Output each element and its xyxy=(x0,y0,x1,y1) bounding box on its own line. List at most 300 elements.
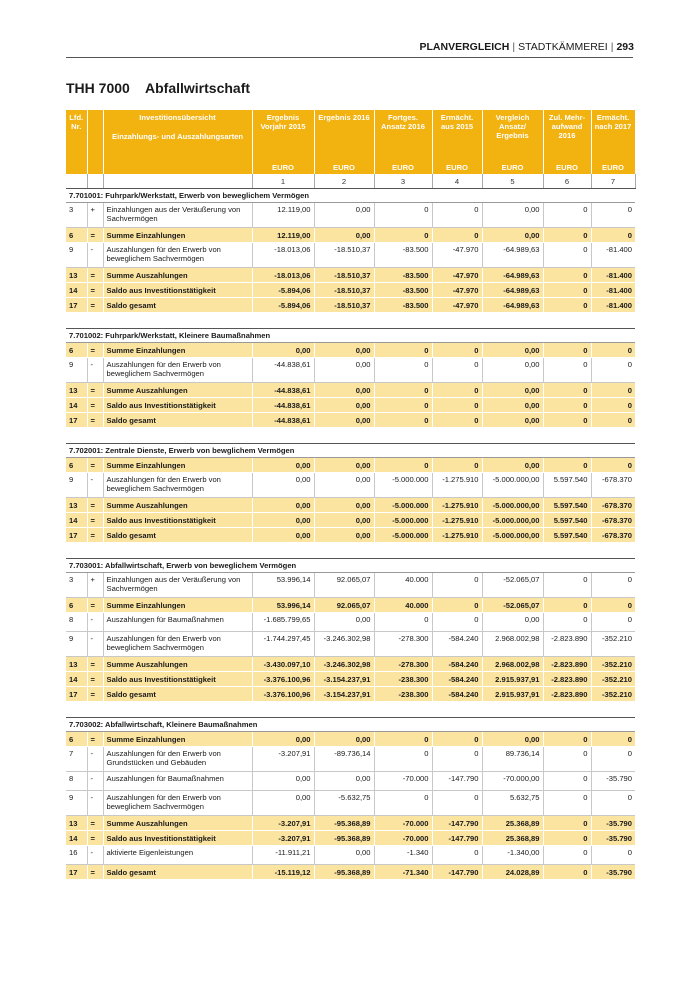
row-value: 0 xyxy=(432,398,482,413)
row-value: -95.368,89 xyxy=(314,831,374,846)
row-operator: = xyxy=(87,732,103,747)
row-value: 0 xyxy=(543,816,591,831)
row-value: 0,00 xyxy=(314,613,374,632)
row-value: 0,00 xyxy=(314,458,374,473)
row-label: Summe Einzahlungen xyxy=(103,732,252,747)
currency-label: EURO xyxy=(543,160,591,174)
row-operator: - xyxy=(87,473,103,498)
row-label: Auszahlungen für den Erwerb von beweglichem Sachvermögen xyxy=(103,473,252,498)
summary-row xyxy=(66,458,635,473)
row-value: -584.240 xyxy=(432,687,482,702)
col-header-desc-top: Investitionsübersicht xyxy=(139,113,216,122)
row-value: 0 xyxy=(432,846,482,865)
row-label: Saldo gesamt xyxy=(103,528,252,543)
row-value: -2.823.890 xyxy=(543,657,591,672)
row-value: 2.968.002,98 xyxy=(482,657,543,672)
row-value: 0 xyxy=(543,298,591,313)
row-value: 0,00 xyxy=(482,343,543,358)
row-value: -18.510,37 xyxy=(314,298,374,313)
row-value: 0 xyxy=(432,343,482,358)
row-operator: - xyxy=(87,632,103,657)
row-value: 2.968.002,98 xyxy=(482,632,543,657)
row-number: 6 xyxy=(66,732,87,747)
row-value: -81.400 xyxy=(591,268,635,283)
row-value: -18.510,37 xyxy=(314,268,374,283)
title-code: THH 7000 xyxy=(66,80,130,96)
row-value: -5.000.000 xyxy=(374,513,432,528)
row-value: 0,00 xyxy=(314,383,374,398)
page-title xyxy=(66,80,250,96)
row-value: -3.376.100,96 xyxy=(252,672,314,687)
table-row xyxy=(66,358,635,383)
row-value: -81.400 xyxy=(591,298,635,313)
row-value: -18.013,06 xyxy=(252,243,314,268)
row-value: 0,00 xyxy=(314,513,374,528)
row-operator: = xyxy=(87,498,103,513)
colnum-blank xyxy=(103,174,252,189)
row-operator: - xyxy=(87,846,103,865)
spacer-cell xyxy=(66,313,635,329)
spacer-cell xyxy=(66,543,635,559)
row-value: -5.894,06 xyxy=(252,283,314,298)
row-value: 0,00 xyxy=(252,473,314,498)
row-value: -5.000.000,00 xyxy=(482,528,543,543)
colnum-blank xyxy=(87,174,103,189)
row-value: -18.510,37 xyxy=(314,243,374,268)
table-row xyxy=(66,243,635,268)
section-header-row xyxy=(66,189,635,203)
row-operator: = xyxy=(87,343,103,358)
row-value: 89.736,14 xyxy=(482,747,543,772)
title-name: Abfallwirtschaft xyxy=(145,80,251,96)
row-value: 0 xyxy=(543,772,591,791)
row-value: -71.340 xyxy=(374,865,432,880)
row-value: 0 xyxy=(591,203,635,228)
row-number: 13 xyxy=(66,816,87,831)
col-header-1: Ergebnis Vorjahr 2015 xyxy=(252,110,314,160)
row-operator: = xyxy=(87,865,103,880)
row-value: 0 xyxy=(543,791,591,816)
row-number: 17 xyxy=(66,298,87,313)
row-value: -3.376.100,96 xyxy=(252,687,314,702)
row-value: 0 xyxy=(591,846,635,865)
row-value: -352.210 xyxy=(591,687,635,702)
row-value: -35.790 xyxy=(591,831,635,846)
col-header-6: Zul. Mehr- aufwand 2016 xyxy=(543,110,591,160)
row-value: 0 xyxy=(543,458,591,473)
row-value: 0 xyxy=(543,203,591,228)
table-row xyxy=(66,473,635,498)
row-value: 0 xyxy=(591,732,635,747)
row-value: -83.500 xyxy=(374,283,432,298)
column-number: 6 xyxy=(543,174,591,189)
row-number: 14 xyxy=(66,672,87,687)
row-value: -3.154.237,91 xyxy=(314,687,374,702)
spacer-cell xyxy=(66,428,635,444)
row-value: 0,00 xyxy=(314,732,374,747)
row-value: 5.597.540 xyxy=(543,473,591,498)
section-title: 7.703001: Abfallwirtschaft, Erwerb von beweglichem Vermögen xyxy=(66,559,635,573)
row-value: -5.000.000,00 xyxy=(482,498,543,513)
row-number: 3 xyxy=(66,573,87,598)
row-value: 0 xyxy=(374,413,432,428)
row-value: -44.838,61 xyxy=(252,413,314,428)
row-value: 0,00 xyxy=(314,358,374,383)
section-spacer xyxy=(66,428,635,444)
row-value: -95.368,89 xyxy=(314,865,374,880)
row-value: -44.838,61 xyxy=(252,383,314,398)
row-value: -47.970 xyxy=(432,283,482,298)
row-value: 5.597.540 xyxy=(543,513,591,528)
row-label: Summe Einzahlungen xyxy=(103,458,252,473)
row-value: -3.246.302,98 xyxy=(314,657,374,672)
row-value: 53.996,14 xyxy=(252,598,314,613)
row-number: 17 xyxy=(66,413,87,428)
table-row xyxy=(66,632,635,657)
section-title: 7.702001: Zentrale Dienste, Erwerb von bewglichem Vermögen xyxy=(66,444,635,458)
row-value: -147.790 xyxy=(432,865,482,880)
row-value: -18.013,06 xyxy=(252,268,314,283)
table-row xyxy=(66,613,635,632)
row-value: -352.210 xyxy=(591,632,635,657)
table-row xyxy=(66,573,635,598)
row-label: Saldo aus Investitionstätigkeit xyxy=(103,398,252,413)
row-value: 0,00 xyxy=(482,613,543,632)
row-value: 0 xyxy=(543,383,591,398)
row-value: 0 xyxy=(432,732,482,747)
row-label: Auszahlungen für den Erwerb von beweglichem Sachvermögen xyxy=(103,358,252,383)
row-operator: + xyxy=(87,203,103,228)
row-operator: = xyxy=(87,383,103,398)
row-number: 16 xyxy=(66,846,87,865)
row-value: 0,00 xyxy=(252,732,314,747)
colnum-blank xyxy=(66,174,87,189)
row-value: -678.370 xyxy=(591,528,635,543)
row-value: 0,00 xyxy=(252,791,314,816)
row-number: 3 xyxy=(66,203,87,228)
row-label: Summe Auszahlungen xyxy=(103,268,252,283)
row-value: 0 xyxy=(543,398,591,413)
header-separator: | xyxy=(512,41,516,53)
row-value: -278.300 xyxy=(374,632,432,657)
row-value: -83.500 xyxy=(374,243,432,268)
row-value: -584.240 xyxy=(432,672,482,687)
row-label: Summe Auszahlungen xyxy=(103,383,252,398)
section-title: 7.703002: Abfallwirtschaft, Kleinere Baumaßnahmen xyxy=(66,718,635,732)
col-header-desc-bottom: Einzahlungs- und Auszahlungsarten xyxy=(112,132,243,141)
section-spacer xyxy=(66,313,635,329)
row-value: -5.000.000,00 xyxy=(482,513,543,528)
row-value: -147.790 xyxy=(432,831,482,846)
row-operator: - xyxy=(87,747,103,772)
row-value: -1.685.799,65 xyxy=(252,613,314,632)
row-number: 13 xyxy=(66,498,87,513)
row-value: 0,00 xyxy=(314,413,374,428)
row-value: 0 xyxy=(591,573,635,598)
section-header-row xyxy=(66,559,635,573)
row-value: 0,00 xyxy=(482,732,543,747)
row-value: -678.370 xyxy=(591,498,635,513)
row-value: 0,00 xyxy=(482,358,543,383)
row-value: 0 xyxy=(374,383,432,398)
currency-blank xyxy=(103,160,252,174)
currency-label: EURO xyxy=(374,160,432,174)
row-value: 0 xyxy=(543,732,591,747)
row-value: -1.340,00 xyxy=(482,846,543,865)
row-value: 0 xyxy=(432,203,482,228)
row-value: -5.632,75 xyxy=(314,791,374,816)
row-value: -3.207,91 xyxy=(252,831,314,846)
summary-row xyxy=(66,831,635,846)
row-value: 0,00 xyxy=(314,343,374,358)
row-operator: - xyxy=(87,791,103,816)
row-operator: + xyxy=(87,573,103,598)
row-value: 0 xyxy=(374,613,432,632)
row-number: 6 xyxy=(66,598,87,613)
row-label: Auszahlungen für Baumaßnahmen xyxy=(103,613,252,632)
row-value: 0 xyxy=(543,243,591,268)
row-value: 0 xyxy=(543,613,591,632)
row-value: 0 xyxy=(543,573,591,598)
row-value: 0,00 xyxy=(482,458,543,473)
row-value: -64.989,63 xyxy=(482,268,543,283)
section-spacer xyxy=(66,543,635,559)
row-value: 0,00 xyxy=(252,343,314,358)
header-rule xyxy=(66,57,633,58)
row-value: 40.000 xyxy=(374,573,432,598)
row-value: 0,00 xyxy=(314,528,374,543)
row-value: -238.300 xyxy=(374,687,432,702)
row-value: 0 xyxy=(432,358,482,383)
row-operator: = xyxy=(87,816,103,831)
row-operator: = xyxy=(87,687,103,702)
row-value: 25.368,89 xyxy=(482,816,543,831)
row-operator: - xyxy=(87,613,103,632)
row-value: -5.000.000 xyxy=(374,498,432,513)
row-value: -147.790 xyxy=(432,816,482,831)
row-value: -18.510,37 xyxy=(314,283,374,298)
row-number: 17 xyxy=(66,865,87,880)
row-value: -64.989,63 xyxy=(482,243,543,268)
section-spacer xyxy=(66,702,635,718)
row-value: 0,00 xyxy=(252,772,314,791)
summary-row xyxy=(66,283,635,298)
row-label: Auszahlungen für den Erwerb von Grundstücken und Gebäuden xyxy=(103,747,252,772)
row-value: 2.915.937,91 xyxy=(482,672,543,687)
summary-row xyxy=(66,298,635,313)
row-value: -89.736,14 xyxy=(314,747,374,772)
row-value: -3.246.302,98 xyxy=(314,632,374,657)
row-label: Auszahlungen für den Erwerb von beweglichem Sachvermögen xyxy=(103,791,252,816)
row-value: 0,00 xyxy=(314,846,374,865)
row-value: 0,00 xyxy=(314,498,374,513)
row-value: 0 xyxy=(374,747,432,772)
row-number: 8 xyxy=(66,772,87,791)
row-number: 9 xyxy=(66,632,87,657)
row-value: -678.370 xyxy=(591,473,635,498)
row-value: -1.275.910 xyxy=(432,528,482,543)
summary-row xyxy=(66,598,635,613)
row-value: 0 xyxy=(543,283,591,298)
row-value: 0 xyxy=(591,598,635,613)
row-label: Summe Auszahlungen xyxy=(103,657,252,672)
row-value: 40.000 xyxy=(374,598,432,613)
row-label: aktivierte Eigenleistungen xyxy=(103,846,252,865)
row-value: -47.970 xyxy=(432,243,482,268)
spacer-cell xyxy=(66,702,635,718)
row-value: -95.368,89 xyxy=(314,816,374,831)
row-value: 2.915.937,91 xyxy=(482,687,543,702)
row-operator: = xyxy=(87,831,103,846)
col-header-7: Ermächt. nach 2017 xyxy=(591,110,635,160)
row-value: 0,00 xyxy=(482,228,543,243)
header-section: PLANVERGLEICH xyxy=(419,41,510,53)
row-value: -70.000 xyxy=(374,772,432,791)
row-label: Summe Auszahlungen xyxy=(103,816,252,831)
row-value: -64.989,63 xyxy=(482,298,543,313)
investment-table xyxy=(66,110,636,880)
row-value: 0 xyxy=(432,458,482,473)
row-number: 7 xyxy=(66,747,87,772)
currency-label: EURO xyxy=(432,160,482,174)
row-number: 14 xyxy=(66,283,87,298)
row-value: 92.065,07 xyxy=(314,598,374,613)
summary-row xyxy=(66,343,635,358)
row-value: 0 xyxy=(543,228,591,243)
row-number: 9 xyxy=(66,358,87,383)
col-header-2: Ergebnis 2016 xyxy=(314,110,374,160)
col-header-4: Ermächt. aus 2015 xyxy=(432,110,482,160)
row-value: 0 xyxy=(432,613,482,632)
row-value: 0,00 xyxy=(252,513,314,528)
row-value: 53.996,14 xyxy=(252,573,314,598)
row-label: Auszahlungen für Baumaßnahmen xyxy=(103,772,252,791)
row-label: Summe Einzahlungen xyxy=(103,228,252,243)
row-label: Summe Einzahlungen xyxy=(103,598,252,613)
row-value: 0 xyxy=(432,598,482,613)
row-operator: = xyxy=(87,513,103,528)
row-value: -584.240 xyxy=(432,632,482,657)
page-header xyxy=(420,41,635,53)
row-value: 0 xyxy=(543,268,591,283)
row-value: 5.632,75 xyxy=(482,791,543,816)
row-operator: - xyxy=(87,358,103,383)
row-value: 0,00 xyxy=(314,228,374,243)
currency-label: EURO xyxy=(591,160,635,174)
row-value: 0 xyxy=(543,831,591,846)
row-label: Saldo gesamt xyxy=(103,865,252,880)
row-value: -2.823.890 xyxy=(543,687,591,702)
summary-row xyxy=(66,672,635,687)
summary-row xyxy=(66,398,635,413)
row-value: 0 xyxy=(432,791,482,816)
row-value: 0 xyxy=(374,343,432,358)
row-value: 0 xyxy=(432,383,482,398)
row-value: 0,00 xyxy=(252,498,314,513)
row-value: 0,00 xyxy=(482,398,543,413)
col-header-op xyxy=(87,110,103,160)
row-value: 0 xyxy=(591,413,635,428)
row-value: -44.838,61 xyxy=(252,358,314,383)
row-label: Einzahlungen aus der Veräußerung von Sachvermögen xyxy=(103,573,252,598)
row-value: 0,00 xyxy=(314,772,374,791)
row-number: 14 xyxy=(66,398,87,413)
col-header-5: Vergleich Ansatz/ Ergebnis xyxy=(482,110,543,160)
row-value: -5.894,06 xyxy=(252,298,314,313)
row-value: -70.000 xyxy=(374,831,432,846)
row-value: 0,00 xyxy=(314,398,374,413)
row-operator: = xyxy=(87,672,103,687)
row-value: -35.790 xyxy=(591,772,635,791)
column-number: 5 xyxy=(482,174,543,189)
row-value: 0 xyxy=(432,228,482,243)
row-value: -64.989,63 xyxy=(482,283,543,298)
row-number: 9 xyxy=(66,791,87,816)
summary-row xyxy=(66,413,635,428)
row-value: 0 xyxy=(432,573,482,598)
row-value: -83.500 xyxy=(374,298,432,313)
row-value: 0,00 xyxy=(482,203,543,228)
summary-row xyxy=(66,228,635,243)
row-value: 0,00 xyxy=(482,383,543,398)
row-value: -1.275.910 xyxy=(432,473,482,498)
summary-row xyxy=(66,816,635,831)
row-value: -70.000 xyxy=(374,816,432,831)
row-value: 0 xyxy=(543,343,591,358)
row-value: -83.500 xyxy=(374,268,432,283)
row-label: Saldo gesamt xyxy=(103,413,252,428)
row-value: 0,00 xyxy=(252,458,314,473)
row-value: -52.065,07 xyxy=(482,598,543,613)
row-value: 0 xyxy=(543,598,591,613)
row-label: Summe Auszahlungen xyxy=(103,498,252,513)
row-value: 0 xyxy=(543,358,591,383)
row-value: -3.154.237,91 xyxy=(314,672,374,687)
col-header-3: Fortges. Ansatz 2016 xyxy=(374,110,432,160)
row-value: 0 xyxy=(591,458,635,473)
summary-row xyxy=(66,657,635,672)
header-department: STADTKÄMMEREI xyxy=(518,41,608,53)
row-number: 13 xyxy=(66,268,87,283)
row-value: 0 xyxy=(543,846,591,865)
summary-row xyxy=(66,383,635,398)
page-number: 293 xyxy=(616,41,634,53)
row-value: 92.065,07 xyxy=(314,573,374,598)
row-value: 0 xyxy=(374,732,432,747)
table-row xyxy=(66,846,635,865)
column-number: 7 xyxy=(591,174,635,189)
row-value: -2.823.890 xyxy=(543,672,591,687)
currency-label: EURO xyxy=(252,160,314,174)
row-label: Einzahlungen aus der Veräußerung von Sachvermögen xyxy=(103,203,252,228)
row-label: Saldo aus Investitionstätigkeit xyxy=(103,513,252,528)
row-value: 12.119,00 xyxy=(252,228,314,243)
row-value: 0,00 xyxy=(314,203,374,228)
row-operator: = xyxy=(87,298,103,313)
row-operator: = xyxy=(87,398,103,413)
row-value: -147.790 xyxy=(432,772,482,791)
row-value: 0 xyxy=(591,398,635,413)
row-value: -1.275.910 xyxy=(432,498,482,513)
section-header-row xyxy=(66,718,635,732)
row-value: 0 xyxy=(591,383,635,398)
row-value: 0 xyxy=(591,791,635,816)
row-value: 5.597.540 xyxy=(543,528,591,543)
row-value: -3.207,91 xyxy=(252,747,314,772)
section-header-row xyxy=(66,444,635,458)
currency-blank xyxy=(66,160,87,174)
row-value: -44.838,61 xyxy=(252,398,314,413)
